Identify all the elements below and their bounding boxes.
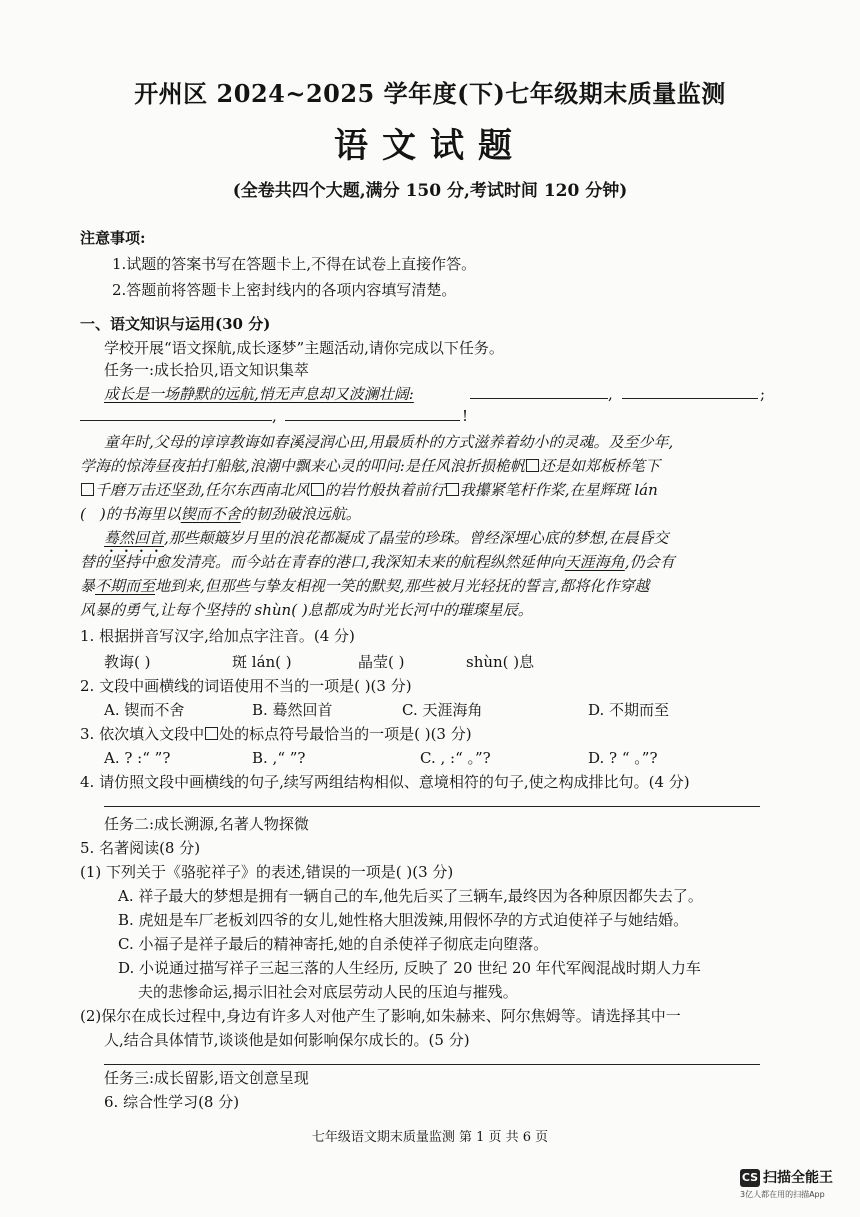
q5-option-d[interactable]: D. 小说通过描写祥子三起三落的人生经历, 反映了 20 世纪 20 年代军阀混战时期人力车	[118, 959, 701, 977]
q5-option-d-cont: 夫的悲惨命运,揭示旧社会对底层劳动人民的压迫与摧残。	[138, 983, 518, 1001]
q3-option-b[interactable]: B. ,“ ”?	[252, 749, 306, 767]
punctuation-box	[205, 727, 218, 740]
q1-item: shùn( )息	[466, 653, 535, 671]
q1-item: 晶莹( )	[358, 653, 405, 671]
answer-blank-4[interactable]	[285, 406, 460, 421]
exam-title: 开州区 2024~2025 学年度(下)七年级期末质量监测	[134, 79, 726, 108]
exam-info: (全卷共四个大题,满分 150 分,考试时间 120 分钟)	[232, 181, 628, 201]
q5-sub2-stem-cont: 人,结合具体情节,谈谈他是如何影响保尔成长的。(5 分)	[104, 1031, 470, 1049]
q3-option-c[interactable]: C. , :“ 。”?	[420, 749, 491, 767]
q5-option-b[interactable]: B. 虎妞是车厂老板刘四爷的女儿,她性格大胆泼辣,用假怀孕的方式迫使祥子与她结婚。	[118, 911, 689, 929]
brand-name: 扫描全能王	[763, 1169, 833, 1186]
page-footer: 七年级语文期末质量监测 第 1 页 共 6 页	[311, 1130, 549, 1145]
passage-line: 暴不期而至地到来,但那些与挚友相视一笑的默契,那些被月光轻抚的誓言,都将化作穿越	[80, 577, 650, 595]
question-3-stem: 3. 依次填入文段中 处的标点符号最恰当的一项是( )(3 分)	[80, 725, 472, 743]
q1-item: 教诲( )	[104, 653, 151, 671]
task1-heading: 任务一:成长拾贝,语文知识集萃	[104, 361, 309, 379]
task3-heading: 任务三:成长留影,语文创意呈现	[104, 1069, 309, 1087]
punctuation-box	[311, 483, 324, 496]
scanner-watermark	[740, 1166, 833, 1200]
question-1-stem: 1. 根据拼音写汉字,给加点字注音。(4 分)	[80, 627, 355, 645]
exam-page: 开州区 2024~2025 学年度(下)七年级期末质量监测 语文试题 (全卷共四个大题,满分 150 分,考试时间 120 分钟) 注意事项: 1.试题的答案书写在答题卡上,不得在试卷上直接作答。 2.答题前将答题卡上密封线内的各项内容填写清楚。 一、语文知识与运用(30 分) 学校开展“语文探航,成长逐梦”主题活动,请你完成以下任务。 任务一:成长拾贝,语文知识集萃 成长是一场静默的远航,悄无声息却又波澜壮阔: , ; , ! 童年时,父母的谆谆教诲如春溪浸润心田,用最质朴的方式滋养着幼小的灵魂。及至少年, 学海的惊涛昼夜拍打船舷,浪潮中飘来心灵的叩问:是任风浪折损桅帆 还是如郑板桥笔下 千磨万击还坚劲,任尔东西南北风 的岩竹般执着前行 我攥紧笔杆作桨,在星辉斑 lán ( )的书海里以锲而不舍的韧劲破浪远航。 蓦然回首,那些颠簸岁月里的浪花都凝成了晶莹的珍珠。曾经深埋心底的梦想,在晨昏交 替的坚持中愈发清亮。而今站在青春的港口,我深知未来的航程纵然延伸向天涯海角,仍会有 暴不期而至地到来,但那些与挚友相视一笑的默契,那些被月光轻抚的誓言,都将化作穿越 风暴的勇气,让每个坚持的 shùn( )息都成为时光长河中的璀璨星辰。 1. 根据拼音写汉字,给加点字注音。(4 分) 教诲( ) 斑 lán( ) 晶莹( ) shùn( )息 2. 文段中画横线的词语使用不当的一项是( )(3 分) A. 锲而不舍 B. 蓦然回首 C. 天涯海角 D. 不期而至 3. 依次填入文段中 处的标点符号最恰当的一项是( )(3 分) A. ? :“ ”? B. ,“ ”? C. , :“ 。”? D. ? “ 。”? 4. 请仿照文段中画横线的句子,续写两组结构相似、意境相符的句子,使之构成排比句。(4 分) 任务二:成长溯源,名著人物探微 5. 名著阅读(8 分) (1) 下列关于《骆驼祥子》的表述,错误的一项是( )(3 分) A. 祥子最大的梦想是拥有一辆自己的车,他先后买了三辆车,最终因为各种原因都失去了。 B. 虎妞是车厂老板刘四爷的女儿,她性格大胆泼辣,用假怀孕的方式迫使祥子与她结婚。 C. 小福子是祥子最后的精神寄托,她的自杀使祥子彻底走向堕落。 D. 小说通过描写祥子三起三落的人生经历, 反映了 20 世纪 20 年代军阀混战时期人力车 夫的悲惨命运,揭示旧社会对底层劳动人民的压迫与摧残。 (2)保尔在成长过程中,身边有许多人对他产生了影响,如朱赫来、阿尔焦姆等。请选择其中一 人,结合具体情节,谈谈他是如何影响保尔成长的。(5 分) 任务三:成长留影,语文创意呈现 6. 综合性学习(8 分) 七年级语文期末质量监测 第 1 页 共 6 页 CS 扫描全能王 3亿人都在用的扫描App	[0, 0, 860, 1217]
q2-option-c[interactable]: C. 天涯海角	[402, 701, 483, 719]
q5-sub1-stem: (1) 下列关于《骆驼祥子》的表述,错误的一项是( )(3 分)	[80, 863, 454, 881]
task2-heading: 任务二:成长溯源,名著人物探微	[104, 815, 309, 833]
passage-line: 风暴的勇气,让每个坚持的 shùn( )息都成为时光长河中的璀璨星辰。	[80, 601, 533, 619]
q5-sub2-stem: (2)保尔在成长过程中,身边有许多人对他产生了影响,如朱赫来、阿尔焦姆等。请选择其中一	[80, 1007, 681, 1025]
answer-line[interactable]	[104, 806, 760, 807]
q2-option-b[interactable]: B. 蓦然回首	[252, 701, 333, 719]
question-5-stem: 5. 名著阅读(8 分)	[80, 839, 201, 857]
q2-option-a[interactable]: A. 锲而不舍	[104, 701, 185, 719]
passage-line: 替的坚持中愈发清亮。而今站在青春的港口,我深知未来的航程纵然延伸向天涯海角,仍会有	[80, 553, 675, 571]
answer-blank-1[interactable]	[470, 384, 608, 399]
notes-heading: 注意事项:	[80, 229, 146, 247]
lead-sentence: 成长是一场静默的远航,悄无声息却又波澜壮阔:	[104, 385, 414, 403]
passage-line: 学海的惊涛昼夜拍打船舷,浪潮中飘来心灵的叩问:是任风浪折损桅帆 还是如郑板桥笔下	[80, 457, 660, 475]
answer-blank-3[interactable]	[80, 406, 272, 421]
passage-line: 千磨万击还坚劲,任尔东西南北风 的岩竹般执着前行 我攥紧笔杆作桨,在星辉斑 lán	[80, 480, 658, 500]
passage-line: ( )的书海里以锲而不舍的韧劲破浪远航。	[80, 505, 361, 523]
brand-tagline: 3亿人都在用的扫描App	[740, 1190, 825, 1199]
punctuation-box	[526, 459, 539, 472]
section1-intro: 学校开展“语文探航,成长逐梦”主题活动,请你完成以下任务。	[104, 339, 504, 357]
question-4-stem: 4. 请仿照文段中画横线的句子,续写两组结构相似、意境相符的句子,使之构成排比句。(4 分)	[80, 773, 690, 791]
punctuation-box	[446, 483, 459, 496]
note-item-1: 1.试题的答案书写在答题卡上,不得在试卷上直接作答。	[112, 255, 477, 273]
question-2-stem: 2. 文段中画横线的词语使用不当的一项是( )(3 分)	[80, 677, 412, 695]
q3-option-a[interactable]: A. ? :“ ”?	[104, 749, 171, 767]
q1-item: 斑 lán( )	[232, 653, 292, 671]
subject-title: 语文试题	[334, 126, 526, 166]
note-item-2: 2.答题前将答题卡上密封线内的各项内容填写清楚。	[112, 281, 457, 299]
answer-line[interactable]	[104, 1064, 760, 1065]
cs-logo-icon: CS	[740, 1169, 760, 1187]
question-6-stem: 6. 综合性学习(8 分)	[104, 1093, 240, 1111]
answer-blank-2[interactable]	[622, 384, 758, 399]
punctuation-box	[81, 483, 94, 496]
q5-option-c[interactable]: C. 小福子是祥子最后的精神寄托,她的自杀使祥子彻底走向堕落。	[118, 935, 549, 953]
q3-option-d[interactable]: D. ? “ 。”?	[588, 749, 658, 767]
q5-option-a[interactable]: A. 祥子最大的梦想是拥有一辆自己的车,他先后买了三辆车,最终因为各种原因都失去了。	[118, 887, 703, 905]
section1-heading: 一、语文知识与运用(30 分)	[80, 315, 271, 333]
q2-option-d[interactable]: D. 不期而至	[588, 701, 670, 719]
passage-line: 童年时,父母的谆谆教诲如春溪浸润心田,用最质朴的方式滋养着幼小的灵魂。及至少年,	[104, 433, 674, 451]
passage-line: 蓦然回首,那些颠簸岁月里的浪花都凝成了晶莹的珍珠。曾经深埋心底的梦想,在晨昏交	[104, 529, 669, 547]
